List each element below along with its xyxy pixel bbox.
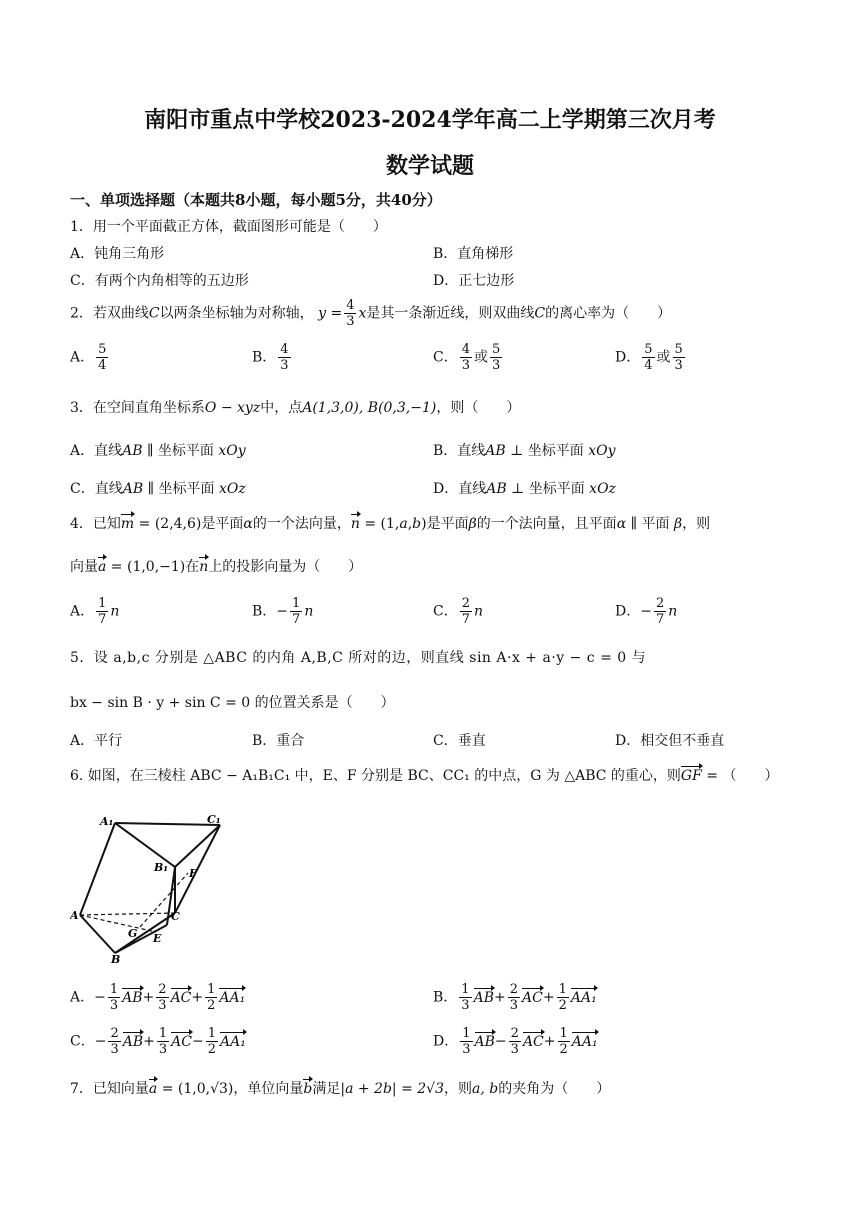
q3-b-rel: ⊥ 坐标平面	[505, 443, 589, 459]
q4-a-value: = (1,0,−1)	[106, 559, 186, 575]
q3-text-2: 中，点	[260, 400, 303, 416]
q3-a-plane: xOy	[218, 443, 246, 459]
q2-option-c	[433, 342, 504, 373]
q2-c-label: C．	[433, 349, 458, 366]
q2-text-2: 以两条坐标轴为对称轴，	[159, 305, 314, 322]
q4-text-5: 的一个法向量，且平面	[476, 516, 617, 532]
q6c-n2: 1	[158, 1026, 168, 1041]
q2-option-b	[252, 342, 293, 373]
q2-d-or: 或	[656, 349, 671, 366]
q2-text-1: 2．若双曲线	[70, 305, 149, 322]
q2-d-den2: 3	[674, 358, 683, 373]
q4-option-c: C． $\frac{2}{7}$ n	[433, 596, 484, 627]
q6c-m2: −	[191, 1033, 204, 1050]
q4-beta2: β	[673, 516, 683, 532]
q4-text-6: ，则	[682, 516, 711, 532]
q4-b-minus: −	[276, 603, 289, 620]
q6d-f2	[509, 1026, 521, 1057]
q6-stem	[70, 765, 778, 785]
q4-c-num: 2	[461, 596, 470, 611]
q4-d-num: 2	[655, 596, 665, 611]
q3-d-text: 直线	[458, 481, 487, 497]
q3-d-rel: ⊥ 坐标平面	[506, 481, 590, 497]
q4-m-value: = (2,4,6)	[134, 516, 202, 532]
q7-vec-b: b	[303, 1081, 313, 1097]
q4-var-a: a	[399, 516, 408, 532]
q3-d-plane: xOz	[589, 481, 616, 497]
q6a-n1: 1	[109, 982, 119, 997]
q3-a-text: A．直线	[70, 443, 123, 459]
q4-b-n: n	[304, 603, 314, 620]
q2-b-den: 3	[280, 358, 289, 373]
q3-points: A(1,3,0), B(0,3,−1)	[302, 400, 437, 416]
q7-text-4: ，则	[444, 1081, 473, 1097]
q3-b-text: B．直线	[433, 443, 486, 459]
q3-text-3: ，则（ ）	[436, 400, 521, 416]
q4-text-8: 在	[185, 559, 200, 575]
q2-text-3: 是其一条渐近线，则双曲线	[366, 305, 535, 322]
q2-d-frac1	[642, 342, 654, 373]
q4-b-frac	[290, 596, 302, 627]
q7-vec-a: a	[148, 1081, 158, 1097]
q6d-d3: 2	[559, 1042, 568, 1057]
q2-a-den: 4	[98, 358, 107, 373]
q2-d-frac2	[673, 342, 685, 373]
q2-option-d	[615, 342, 687, 373]
q2-var-c2: C	[534, 305, 546, 322]
q6a-m1: −	[94, 989, 106, 1006]
q1-option-c: C．有两个内角相等的五边形	[70, 273, 249, 289]
q4-d-den: 7	[655, 612, 665, 627]
q6d-f1	[460, 1026, 472, 1057]
q2-d-den1: 4	[644, 358, 653, 373]
q4-n-end: )	[421, 516, 427, 532]
q4-vec-a: a	[98, 559, 107, 575]
q2-frac-num: 4	[346, 298, 355, 313]
q3-stem	[70, 397, 520, 417]
q4-beta: β	[468, 516, 477, 532]
label-b1: B₁	[154, 861, 169, 874]
q4-par: ∥ 平面	[626, 516, 674, 532]
q6b-v1: AB	[473, 989, 494, 1006]
q3-text-1: 3．在空间直角坐标系	[70, 400, 205, 416]
q6b-n3: 1	[558, 982, 567, 997]
q6c-d3: 2	[207, 1042, 216, 1057]
q4-a-n: n	[110, 603, 120, 620]
q6c-m1: −	[94, 1033, 107, 1050]
q4-vec-m: m	[120, 516, 135, 532]
q6b-p1: +	[493, 989, 506, 1006]
q4-alpha: α	[243, 516, 253, 532]
label-g: G	[128, 927, 138, 940]
section-heading: 一、单项选择题（本题共8小题，每小题5分，共40分）	[70, 191, 442, 209]
q6b-p2: +	[542, 989, 555, 1006]
q4-c-den: 7	[461, 612, 470, 627]
q5-line1: 5．设 a,b,c 分别是 △ABC 的内角 A,B,C 所对的边，则直线 sin A·x + a·y − c = 0 与	[70, 650, 647, 666]
q4-a-frac	[96, 596, 108, 627]
q6a-d1: 3	[109, 998, 119, 1013]
q3-option-c: C．直线AB ∥ 坐标平面 xOz	[70, 481, 246, 497]
q6d-v2: AC	[522, 1033, 544, 1050]
q2-b-frac	[278, 342, 290, 373]
q2-c-num1: 4	[461, 342, 470, 357]
q7-text-5: 的夹角为（ ）	[498, 1081, 611, 1097]
q6c-n1: 2	[110, 1026, 119, 1041]
q2-a-frac	[96, 342, 108, 373]
q7-norm: |a + 2b| = 2√3	[340, 1081, 445, 1097]
label-a: A	[70, 909, 79, 922]
q6a-p2: +	[191, 989, 204, 1006]
q5-option-c: C．垂直	[433, 733, 486, 749]
prism-figure	[70, 815, 240, 965]
q3-option-a	[70, 440, 246, 460]
q4-text-4: 是平面	[426, 516, 469, 532]
q5-option-b: B．重合	[252, 733, 305, 749]
q7-ab: a, b	[472, 1081, 499, 1097]
q2-y-eq: y =	[318, 305, 343, 322]
q6d-v1: AB	[474, 1033, 495, 1050]
q6b-f1	[459, 982, 471, 1013]
q6c-v3: AA₁	[220, 1033, 246, 1050]
q2-d-num1: 5	[644, 342, 653, 357]
q6a-f3	[205, 982, 217, 1013]
q4-option-b: B．− $\frac{1}{7}$ n	[252, 596, 314, 627]
label-b: B	[111, 953, 121, 965]
q4-vec-n: n	[350, 516, 360, 532]
q4-d-n: n	[668, 603, 678, 620]
label-c: C	[171, 910, 180, 923]
q1-option-b: B．直角梯形	[433, 246, 514, 262]
q6-option-c: C．− $\frac{2}{3}$ AB+ $\frac{1}{3}$ AC− $\frac{1}{2}$ AA₁	[70, 1026, 246, 1057]
q6b-d1: 3	[461, 998, 470, 1013]
q6d-f3	[558, 1026, 570, 1057]
q6b-d2: 3	[509, 998, 518, 1013]
q6c-v1: AB	[122, 1033, 144, 1050]
q3-c-text: 直线	[94, 481, 123, 497]
q5-option-a: A．平行	[70, 733, 123, 749]
q2-c-frac2	[490, 342, 502, 373]
q6d-n3: 1	[559, 1026, 568, 1041]
q4-option-a: A． $\frac{1}{7}$ n	[70, 596, 120, 627]
q6d-m1: −	[494, 1033, 507, 1050]
q7-text-2: ，单位向量	[233, 1081, 304, 1097]
q2-x: x	[358, 305, 367, 322]
q6d-v3: AA₁	[571, 1033, 598, 1050]
q4-text-3: 的一个法向量，	[252, 516, 351, 532]
q6-option-a: A．− $\frac{1}{3}$ AB+ $\frac{2}{3}$ AC+ $\frac{1}{2}$ AA₁	[70, 982, 246, 1013]
q2-c-frac1	[460, 342, 472, 373]
page-title: 南阳市重点中学校2023-2024学年高二上学期第三次月考	[144, 107, 716, 133]
q6d-n1: 1	[462, 1026, 471, 1041]
q4-text-1: 4．已知	[70, 516, 121, 532]
label-a1: A₁	[100, 815, 114, 828]
q6a-f2	[156, 982, 168, 1013]
q6b-d3: 2	[558, 998, 567, 1013]
q7-a-value: = (1,0,√3)	[157, 1081, 234, 1097]
q4-var-b: b	[412, 516, 422, 532]
q6c-p1: +	[143, 1033, 155, 1050]
q6c-v2: AC	[171, 1033, 192, 1050]
q6b-n1: 1	[461, 982, 470, 997]
q6b-f2	[508, 982, 520, 1013]
q6-text-end: = （ ）	[701, 768, 779, 784]
q2-text-4: 的离心率为（ ）	[545, 305, 672, 322]
q6d-n2: 2	[510, 1026, 519, 1041]
q4-text-2: 是平面	[201, 516, 244, 532]
q4-d-minus: −	[640, 603, 652, 620]
q6b-v2: AC	[522, 989, 543, 1006]
q2-frac-43	[344, 298, 356, 329]
q6d-p1: +	[543, 1033, 556, 1050]
q6a-n2: 2	[158, 982, 167, 997]
q6c-f3	[206, 1026, 218, 1057]
q6d-d2: 3	[510, 1042, 519, 1057]
q2-d-num2: 5	[674, 342, 683, 357]
q5-option-d: D．相交但不垂直	[615, 733, 725, 749]
q4-c-frac	[460, 596, 472, 627]
q2-c-or: 或	[474, 349, 488, 366]
q6c-f1	[108, 1026, 120, 1057]
q6b-n2: 2	[509, 982, 518, 997]
q2-frac-den: 3	[346, 314, 355, 329]
q6a-d2: 3	[158, 998, 167, 1013]
q2-c-den1: 3	[461, 358, 470, 373]
q6b-v3: AA₁	[570, 989, 597, 1006]
q4-a-num: 1	[98, 596, 107, 611]
page-subtitle: 数学试题	[385, 153, 474, 179]
label-e: E	[153, 932, 162, 945]
q2-var-c: C	[148, 305, 160, 322]
q3-b-plane: xOy	[588, 443, 616, 459]
q4-d-frac	[654, 596, 666, 627]
q6a-v3: AA₁	[219, 989, 246, 1006]
q6-option-d: D． $\frac{1}{3}$ AB− $\frac{2}{3}$ AC+ $\frac{1}{2}$ AA₁	[433, 1026, 598, 1057]
q2-c-den2: 3	[492, 358, 501, 373]
q4-n-value: = (1,	[359, 516, 400, 532]
q6a-n3: 1	[207, 982, 216, 997]
q6d-d1: 3	[462, 1042, 471, 1057]
q4-c-n: n	[474, 603, 484, 620]
q4-a-den: 7	[98, 612, 107, 627]
q2-a-num: 5	[98, 342, 107, 357]
label-f: F	[189, 867, 197, 880]
q4-option-d: D．− $\frac{2}{7}$ n	[615, 596, 678, 627]
q6-option-b: B． $\frac{1}{3}$ AB+ $\frac{2}{3}$ AC+ $\frac{1}{2}$ AA₁	[433, 982, 597, 1013]
q4-b-num: 1	[292, 596, 301, 611]
q2-option-a	[70, 342, 110, 373]
q2-stem	[70, 298, 671, 329]
q4-b-den: 7	[292, 612, 301, 627]
q3-option-d: D．直线AB ⊥ 坐标平面 xOz	[433, 481, 616, 497]
q3-option-b	[433, 440, 616, 460]
q1-stem: 1．用一个平面截正方体，截面图形可能是（ ）	[70, 219, 387, 235]
q3-b-line: AB	[485, 443, 506, 459]
q3-c-plane: xOz	[218, 481, 246, 497]
q4-alpha2: α	[616, 516, 627, 532]
q2-d-label: D．	[615, 349, 641, 366]
q3-coord: O − xyz	[204, 400, 261, 416]
q2-b-num: 4	[280, 342, 289, 357]
q3-a-rel: ∥ 坐标平面	[142, 443, 219, 459]
q7-text-1: 7．已知向量	[70, 1081, 149, 1097]
q5-line2: bx − sin B · y + sin C = 0 的位置关系是（ ）	[70, 695, 395, 711]
q2-a-label: A．	[70, 349, 95, 366]
q3-d-line: AB	[486, 481, 507, 497]
q6-text: 6. 如图，在三棱柱 ABC − A₁B₁C₁ 中，E、F 分别是 BC、CC₁ 的中点，G 为 △ABC 的重心，则	[70, 768, 681, 784]
q6a-v2: AC	[170, 989, 192, 1006]
q2-c-num2: 5	[492, 342, 501, 357]
q4-vec-n2: n	[199, 559, 209, 575]
q6a-v1: AB	[122, 989, 143, 1006]
q4-line2	[70, 556, 362, 576]
q3-c-line: AB	[122, 481, 144, 497]
q3-c-rel: ∥ 坐标平面	[143, 481, 219, 497]
q1-option-d: D．正七边形	[433, 273, 515, 289]
q4-line1: 4．已知m = (2,4,6)是平面α的一个法向量，n = (1,a,b)是平面β的一个法向量，且平面α ∥ 平面 β，则	[70, 516, 711, 532]
q6a-d3: 2	[207, 998, 216, 1013]
q6a-p1: +	[142, 989, 155, 1006]
q6a-f1	[108, 982, 120, 1013]
q7-stem	[70, 1078, 610, 1098]
q2-b-label: B．	[252, 349, 277, 366]
q3-a-line: AB	[122, 443, 143, 459]
q6b-f3	[557, 982, 569, 1013]
q6c-d2: 3	[158, 1042, 168, 1057]
q6-vec-gf: GF	[680, 768, 702, 784]
q4-text-7: 向量	[70, 559, 98, 575]
label-c1: C₁	[207, 815, 221, 826]
q6c-f2	[157, 1026, 169, 1057]
q4-text-9: 上的投影向量为（ ）	[208, 559, 363, 575]
q7-text-3: 满足	[312, 1081, 341, 1097]
q6c-n3: 1	[207, 1026, 216, 1041]
q1-option-a: A．钝角三角形	[70, 246, 165, 262]
q6c-d1: 3	[110, 1042, 119, 1057]
